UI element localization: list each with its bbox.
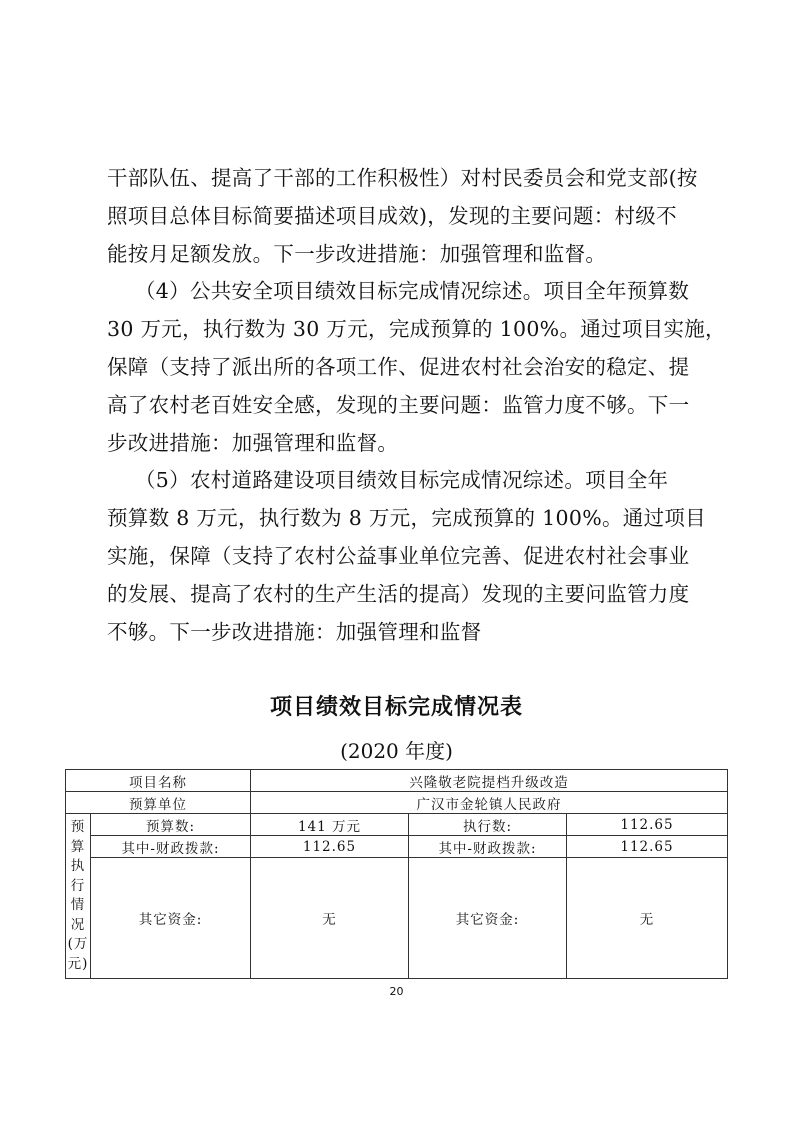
budget-exec-side-label [66, 814, 91, 979]
body-text [107, 160, 726, 651]
budget-value: 141 万元 [251, 814, 409, 836]
side-label-char: 行 [70, 877, 86, 894]
other-funds-value: 无 [567, 858, 728, 979]
page-number: 20 [389, 985, 404, 998]
table-row [66, 836, 728, 858]
other-funds-label: 其它资金: [91, 858, 251, 979]
body-line: 干部队伍、提高了干部的工作积极性）对村民委员会和党支部(按 [107, 166, 698, 190]
table-year: (2020 年度) [340, 739, 453, 763]
body-line: 预算数 8 万元，执行数为 8 万元，完成预算的 100%。通过项目 [107, 506, 706, 531]
table-row [66, 770, 728, 792]
body-line: 的发展、提高了农村的生产生活的提高）发现的主要问监管力度 [107, 581, 690, 606]
side-label-char: 算 [70, 838, 86, 855]
table-row [66, 814, 728, 836]
table-row [66, 858, 728, 979]
budget-label: 预算数: [91, 814, 251, 836]
body-line: 保障（支持了派出所的各项工作、促进农村社会治安的稳定、提 [107, 354, 690, 379]
fiscal-value: 112.65 [251, 836, 409, 858]
table-row [66, 792, 728, 814]
side-label-char: 况 [70, 916, 86, 933]
fiscal-value: 112.65 [567, 836, 728, 858]
project-name-value: 兴隆敬老院提档升级改造 [251, 770, 728, 792]
body-line: （4）公共安全项目绩效目标完成情况综述。项目全年预算数 [135, 279, 690, 304]
other-funds-label: 其它资金: [409, 858, 567, 979]
body-line: 步改进措施：加强管理和监督。 [107, 430, 399, 455]
side-label-char: (万 [67, 936, 89, 952]
budget-unit-value: 广汉市金轮镇人民政府 [251, 792, 728, 814]
side-label-char: 执 [70, 858, 86, 874]
project-name-label: 项目名称 [66, 770, 251, 792]
body-line: 实施，保障（支持了农村公益事业单位完善、促进农村社会事业 [107, 543, 690, 568]
fiscal-label: 其中-财政拨款: [91, 836, 251, 858]
body-line: 能按月足额发放。下一步改进措施：加强管理和监督。 [107, 241, 607, 266]
performance-table [65, 769, 728, 979]
exec-value: 112.65 [567, 814, 728, 836]
budget-unit-label: 预算单位 [66, 792, 251, 814]
exec-label: 执行数: [409, 814, 567, 836]
body-line: 30 万元，执行数为 30 万元，完成预算的 100%。通过项目实施， [107, 317, 726, 342]
side-label-char: 元) [67, 955, 89, 972]
side-label-char: 预 [70, 819, 86, 835]
body-line: 不够。下一步改进措施：加强管理和监督 [107, 619, 482, 644]
fiscal-label: 其中-财政拨款: [409, 836, 567, 858]
body-line: 高了农村老百姓安全感，发现的主要问题：监管力度不够。下一 [107, 392, 690, 417]
table-title: 项目绩效目标完成情况表 [269, 695, 523, 720]
body-line: 照项目总体目标简要描述项目成效)，发现的主要问题：村级不 [107, 203, 677, 228]
other-funds-value: 无 [251, 858, 409, 979]
body-line: （5）农村道路建设项目绩效目标完成情况综述。项目全年 [135, 468, 669, 493]
side-label-char: 情 [70, 897, 86, 913]
